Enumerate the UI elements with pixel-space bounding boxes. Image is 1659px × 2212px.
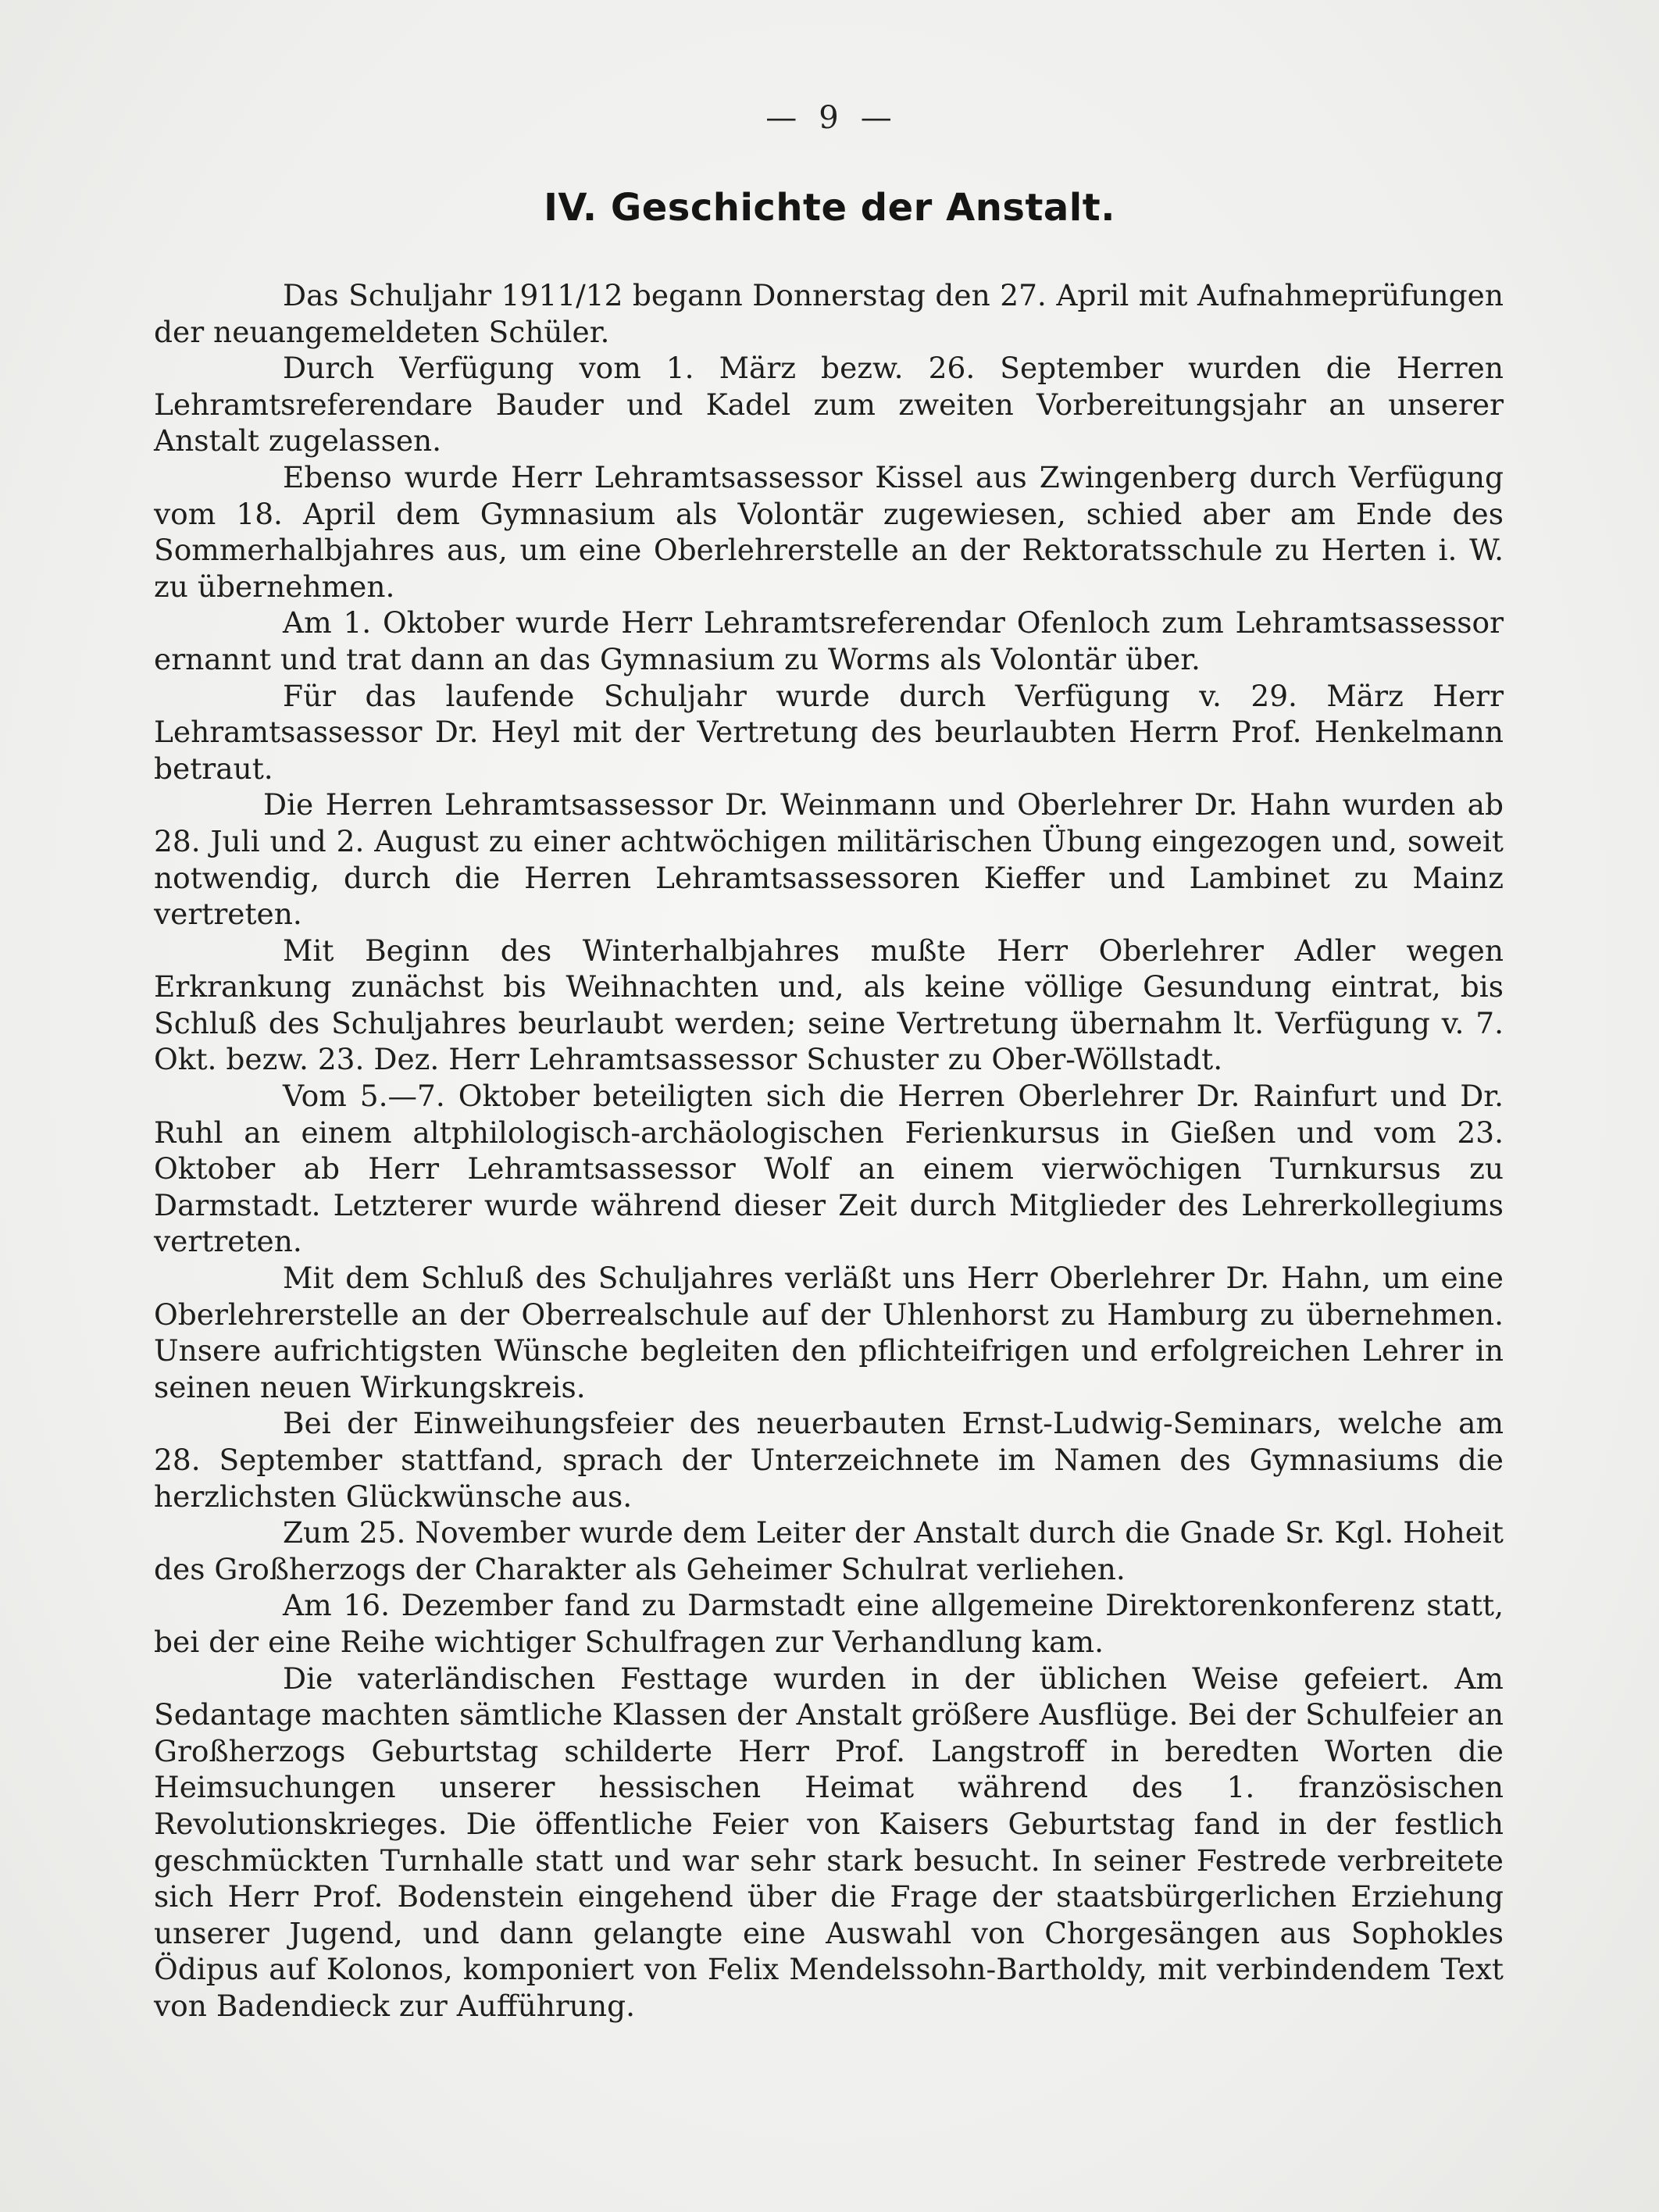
paragraph-ofenloch: Am 1. Oktober wurde Herr Lehramtsreferendar Ofenloch zum Lehramtsassessor ernannt und trat dann an das Gymnasium zu Worms als Volontär über. <box>154 605 1504 676</box>
paragraph-hahn: Mit dem Schluß des Schuljahres verläßt uns Herr Oberlehrer Dr. Hahn, um eine Oberlehrerstelle an der Oberrealschule auf der Uhlenhorst zu Hamburg zu übernehmen. Unsere aufrichtigsten Wünsche begleiten den pflichteifrigen und erfolgreichen Lehrer in seinen neuen Wirkungskreis. <box>154 1261 1504 1404</box>
page-number-line <box>0 100 1659 136</box>
paragraph-festtage: Die vaterländischen Festtage wurden in der üblichen Weise gefeiert. Am Sedantage machten sämtliche Klassen der Anstalt größere Ausflüge. Bei der Schulfeier an Großherzogs Geburtstag schilderte Herr Prof. Langstroff in beredten Worten die Heimsuchungen unserer hessischen Heimat während des 1. französischen Revolutionskrieges. Die öffentliche Feier von Kaisers Geburtstag fand in der festlich geschmückten Turnhalle statt und war sehr stark besucht. In seiner Festrede verbreitete sich Herr Prof. Bodenstein eingehend über die Frage der staatsbürgerlichen Erziehung unserer Jugend, und dann gelangte eine Auswahl von Chorgesängen aus Sophokles Ödipus auf Kolonos, komponiert von Felix Mendelssohn-Bartholdy, mit verbindendem Text von Badendieck zur Aufführung. <box>154 1661 1504 2023</box>
paragraph-seminar: Bei der Einweihungsfeier des neuerbauten Ernst-Ludwig-Seminars, welche am 28. September stattfand, sprach der Unterzeichnete im Namen des Gymnasiums die herzlichsten Glückwünsche aus. <box>154 1406 1504 1514</box>
page-number-dash-left: — <box>765 100 799 136</box>
paragraph-direktorenkonferenz: Am 16. Dezember fand zu Darmstadt eine allgemeine Direktorenkonferenz statt, bei der eine Reihe wichtiger Schulfragen zur Verhandlung kam. <box>154 1588 1504 1659</box>
paragraph-military-exercise: Die Herren Lehramtsassessor Dr. Weinmann und Oberlehrer Dr. Hahn wurden ab 28. Juli und 2. August zu einer achtwöchigen militärischen Übung eingezogen und, soweit notwendig, durch die Herren Lehramtsassessoren Kieffer und Lambinet zu Mainz vertreten. <box>154 787 1504 932</box>
body-text <box>154 277 1504 2025</box>
page-number: 9 <box>819 100 840 136</box>
paragraph-kissel: Ebenso wurde Herr Lehramtsassessor Kissel aus Zwingenberg durch Verfügung vom 18. April dem Gymnasium als Volontär zugewiesen, schied aber am Ende des Sommerhalbjahres aus, um eine Oberlehrerstelle an der Rektoratsschule zu Herten i. W. zu übernehmen. <box>154 459 1504 604</box>
paragraph-ferienkursus: Vom 5.—7. Oktober beteiligten sich die Herren Oberlehrer Dr. Rainfurt und Dr. Ruhl an einem altphilologisch-archäologischen Ferienkursus in Gießen und vom 23. Oktober ab Herr Lehramtsassessor Wolf an einem vierwöchigen Turnkursus zu Darmstadt. Letzterer wurde während dieser Zeit durch Mitglieder des Lehrerkollegiums vertreten. <box>154 1079 1504 1259</box>
section-heading: IV. Geschichte der Anstalt. <box>544 186 1115 230</box>
page-number-dash-right: — <box>860 100 894 136</box>
paragraph-schulrat: Zum 25. November wurde dem Leiter der Anstalt durch die Gnade Sr. Kgl. Hoheit des Großherzogs der Charakter als Geheimer Schulrat verliehen. <box>154 1515 1504 1586</box>
paragraph-adler: Mit Beginn des Winterhalbjahres mußte Herr Oberlehrer Adler wegen Erkrankung zunächst bis Weihnachten und, als keine völlige Gesundung eintrat, bis Schluß des Schuljahres beurlaubt werden; seine Vertretung übernahm lt. Verfügung v. 7. Okt. bezw. 23. Dez. Herr Lehramtsassessor Schuster zu Ober-Wöllstadt. <box>154 933 1504 1077</box>
paragraph-referendare: Durch Verfügung vom 1. März bezw. 26. September wurden die Herren Lehramtsreferendare Bauder und Kadel zum zweiten Vorbereitungsjahr an unserer Anstalt zugelassen. <box>154 351 1504 458</box>
paragraph-school-year: Das Schuljahr 1911/12 begann Donnerstag den 27. April mit Aufnahmeprüfungen der neuangemeldeten Schüler. <box>154 278 1504 349</box>
paragraph-heyl: Für das laufende Schuljahr wurde durch Verfügung v. 29. März Herr Lehramtsassessor Dr. Heyl mit der Vertretung des beurlaubten Herrn Prof. Henkelmann betraut. <box>154 678 1504 786</box>
